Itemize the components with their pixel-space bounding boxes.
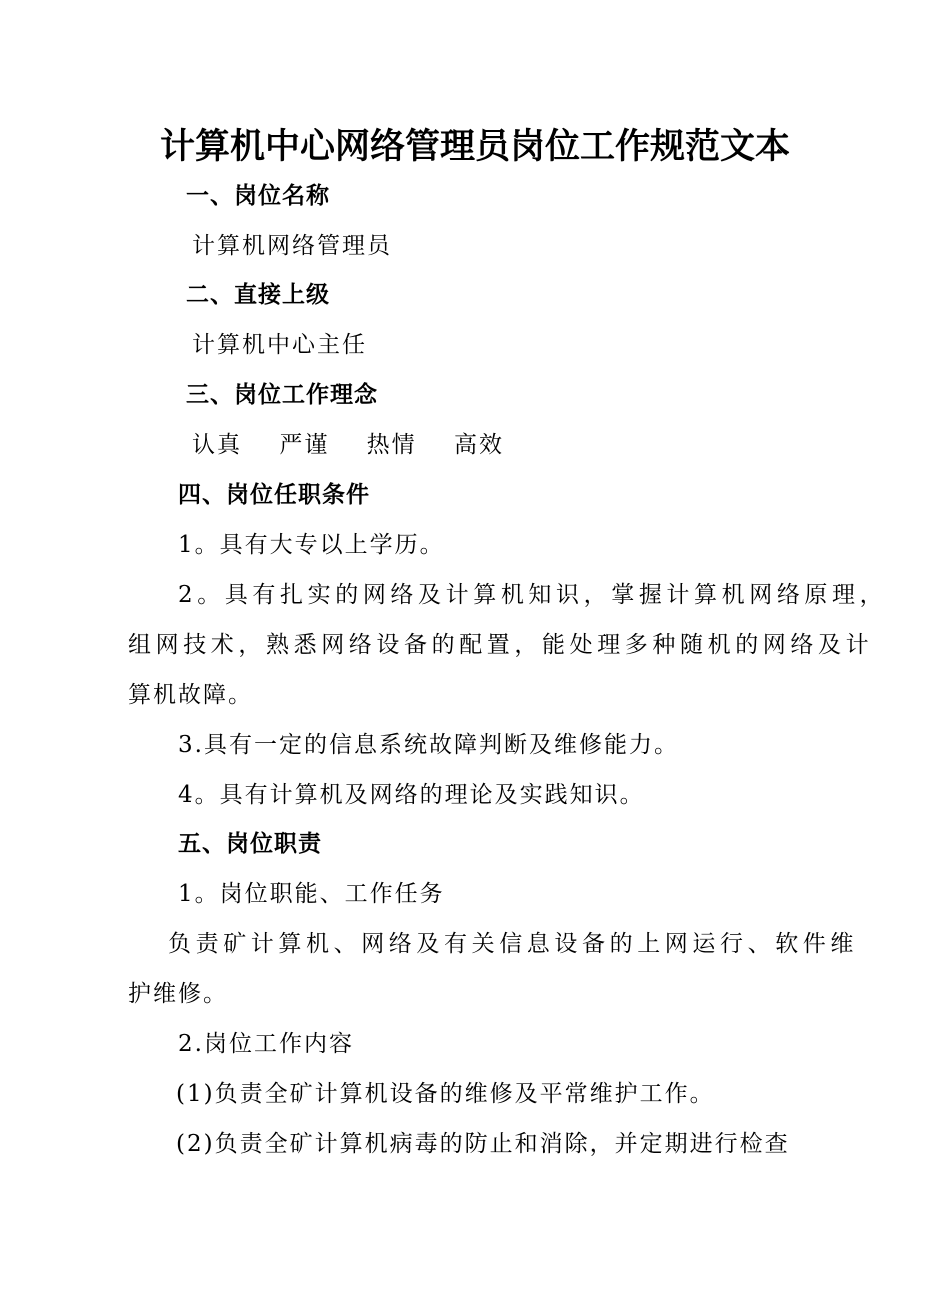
section-heading-work-philosophy: 三、岗位工作理念 xyxy=(186,382,378,408)
responsibility-item-2-2: (2)负责全矿计算机病毒的防止和消除，并定期进行检查 xyxy=(176,1131,790,1157)
section-text-position-name: 计算机网络管理员 xyxy=(192,233,392,259)
section-heading-position-name: 一、岗位名称 xyxy=(186,183,330,209)
qualification-item-2-line-1: 2。具有扎实的网络及计算机知识，掌握计算机网络原理， xyxy=(178,582,888,608)
section-values-work-philosophy xyxy=(192,430,532,460)
qualification-item-2-line-2: 组网技术，熟悉网络设备的配置，能处理多种随机的网络及计 xyxy=(128,632,874,658)
section-heading-qualifications: 四、岗位任职条件 xyxy=(178,482,370,508)
value-item: 认真 xyxy=(192,432,242,458)
responsibility-item-1: 1。岗位职能、工作任务 xyxy=(178,881,445,907)
qualification-item-2-line-3: 算机故障。 xyxy=(128,682,253,708)
value-item: 高效 xyxy=(453,432,504,458)
section-heading-direct-superior: 二、直接上级 xyxy=(186,282,330,308)
qualification-item-1: 1。具有大专以上学历。 xyxy=(178,532,445,558)
section-heading-responsibilities: 五、岗位职责 xyxy=(178,831,322,857)
document-title: 计算机中心网络管理员岗位工作规范文本 xyxy=(159,127,790,167)
responsibility-item-1-text-line-2: 护维修。 xyxy=(128,981,228,1007)
responsibility-item-2-1: (1)负责全矿计算机设备的维修及平常维护工作。 xyxy=(176,1081,715,1107)
qualification-item-3: 3.具有一定的信息系统故障判断及维修能力。 xyxy=(178,732,679,758)
value-item: 热情 xyxy=(366,432,417,458)
responsibility-item-2: 2.岗位工作内容 xyxy=(178,1031,354,1057)
qualification-item-4: 4。具有计算机及网络的理论及实践知识。 xyxy=(178,782,645,808)
responsibility-item-1-text-line-1: 负责矿计算机、网络及有关信息设备的上网运行、软件维 xyxy=(168,931,858,957)
value-item: 严谨 xyxy=(279,432,330,458)
section-text-direct-superior: 计算机中心主任 xyxy=(192,332,367,358)
